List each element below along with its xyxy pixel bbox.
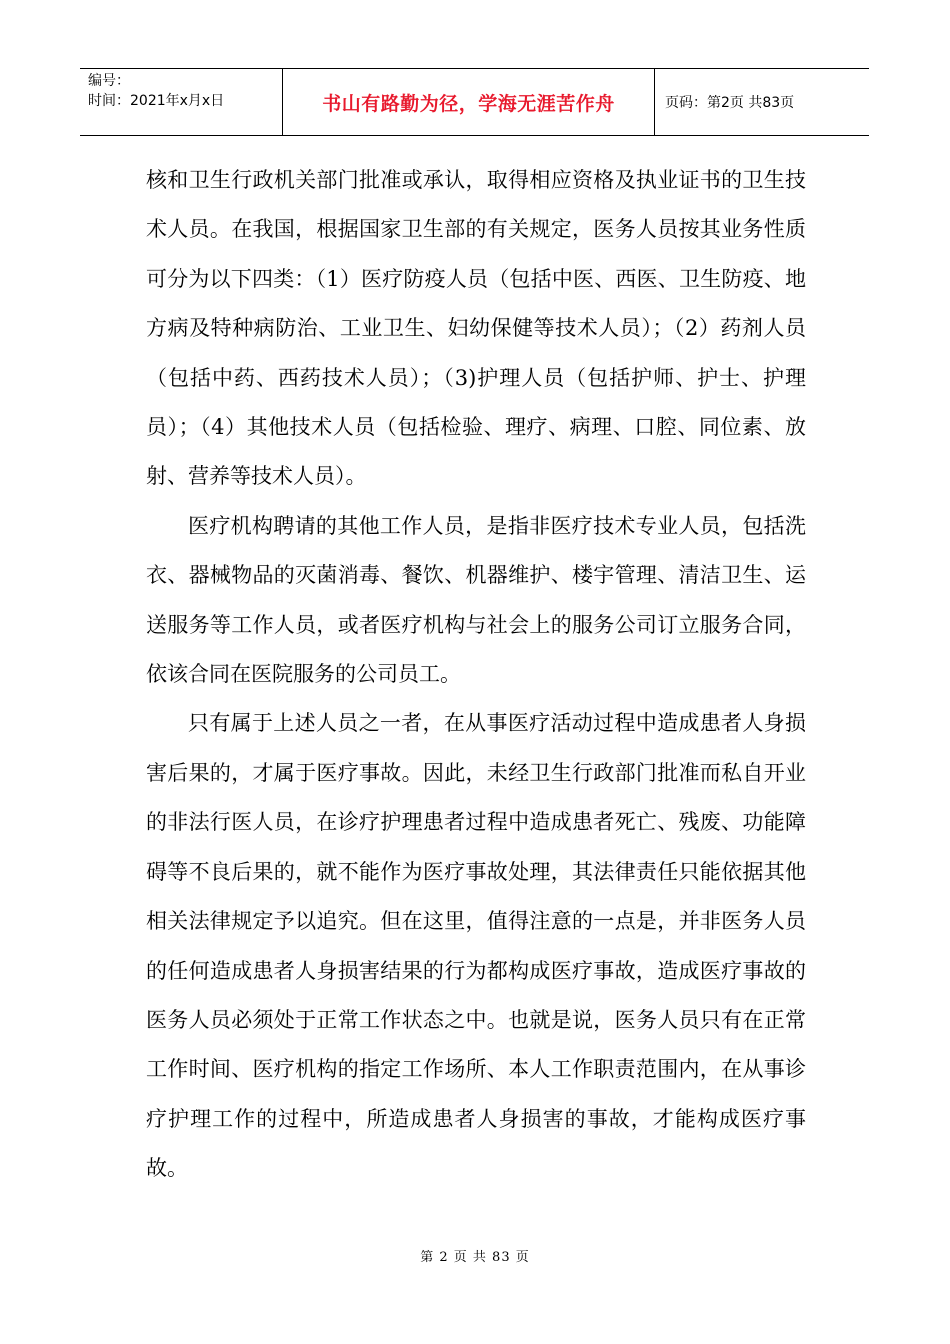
header-meta — [80, 69, 283, 135]
page-header — [80, 68, 869, 136]
document-body — [146, 156, 806, 1194]
paragraph: 核和卫生行政机关部门批准或承认，取得相应资格及执业证书的卫生技术人员。在我国，根据国家卫生部的有关规定，医务人员按其业务性质可分为以下四类：（1）医疗防疫人员（包括中医、西医、卫生防疫、地方病及特种病防治、工业卫生、妇幼保健等技术人员）；（2）药剂人员（包括中药、西药技术人员）；（3)护理人员（包括护师、护士、护理员）；（4）其他技术人员（包括检验、理疗、病理、口腔、同位素、放射、营养等技术人员）。 — [146, 168, 806, 489]
page-footer: 第 2 页 共 83 页 — [420, 1250, 530, 1265]
document-date: 时间：2021年x月x日 — [88, 93, 225, 109]
paragraph: 医疗机构聘请的其他工作人员，是指非医疗技术专业人员，包括洗衣、器械物品的灭菌消毒、餐饮、机器维护、楼宇管理、清洁卫生、运送服务等工作人员，或者医疗机构与社会上的服务公司订立服务合同，依该合同在医院服务的公司员工。 — [146, 513, 806, 687]
paragraph: 只有属于上述人员之一者，在从事医疗活动过程中造成患者人身损害后果的，才属于医疗事故。因此，未经卫生行政部门批准而私自开业的非法行医人员，在诊疗护理患者过程中造成患者死亡、残废、功能障碍等不良后果的，就不能作为医疗事故处理，其法律责任只能依据其他相关法律规定予以追究。但在这里，值得注意的一点是，并非医务人员的任何造成患者人身损害结果的行为都构成医疗事故，造成医疗事故的医务人员必须处于正常工作状态之中。也就是说，医务人员只有在正常工作时间、医疗机构的指定工作场所、本人工作职责范围内，在从事诊疗护理工作的过程中，所造成患者人身损害的事故，才能构成医疗事故。 — [146, 711, 806, 1181]
header-page-info: 页码：第2页 共83页 — [665, 95, 795, 111]
header-motto: 书山有路勤为径，学海无涯苦作舟 — [283, 69, 655, 135]
document-number-label: 编号： — [88, 73, 130, 89]
